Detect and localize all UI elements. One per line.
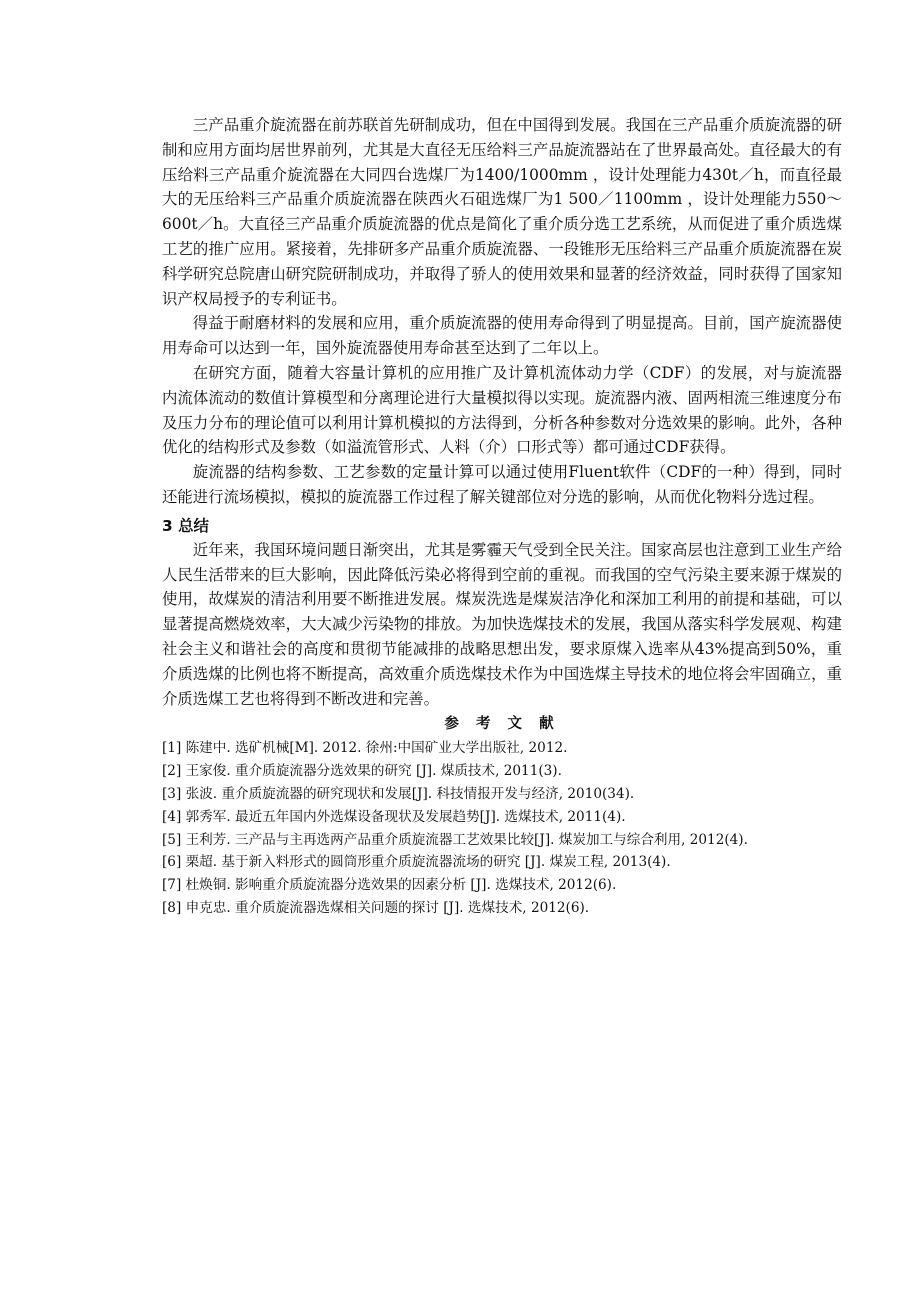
reference-item-6: [6] 栗超. 基于新入料形式的圆筒形重介质旋流器流场的研究 [J]. 煤炭工程, 2013(4). <box>162 854 671 871</box>
reference-item-8: [8] 申克忠. 重介质旋流器选煤相关问题的探讨 [J]. 选煤技术, 2012(6). <box>162 899 590 916</box>
body-paragraph-1: 三产品重介旋流器在前苏联首先研制成功，但在中国得到发展。我国在三产品重介质旋流器的研制和应用方面均居世界前列，尤其是大直径无压给料三产品旋流器站在了世界最高处。直径最大的有压给料三产品重介旋流器在大同四台选煤厂为1400/1000mm ，设计处理能力430t／h，而直径最大的无压给料三产品重介质旋流器在陕西火石砠选煤厂为1 500／1100mm ，设计处理能力550～600t／h。大直径三产品重介质旋流器的优点是简化了重介质分选工艺系统，从而促进了重介质选煤工艺的推广应用。紧接着，先排研多产品重介质旋流器、一段锥形无压给料三产品重介质旋流器在炭科学研究总院唐山研究院研制成功，并取得了骄人的使用效果和显著的经济效益，同时获得了国家知识产权局授予的专利证书。 <box>162 116 842 308</box>
body-paragraph-2: 得益于耐磨材料的发展和应用，重介质旋流器的使用寿命得到了明显提高。目前，国产旋流器使用寿命可以达到一年，国外旋流器使用寿命甚至达到了二年以上。 <box>162 314 842 358</box>
references-list <box>162 737 842 919</box>
body-paragraph-4: 旋流器的结构参数、工艺参数的定量计算可以通过使用Fluent软件（CDF的一种）得到，同时还能进行流场模拟，模拟的旋流器工作过程了解关键部位对分选的影响，从而优化物料分选过程。 <box>162 463 842 506</box>
section-heading-summary: 3 总结 <box>162 516 209 535</box>
reference-item-5: [5] 王利芳. 三产品与主再选两产品重介质旋流器工艺效果比较[J]. 煤炭加工与综合利用, 2012(4). <box>162 831 748 848</box>
page-content <box>162 113 842 920</box>
reference-item-2: [2] 王家俊. 重介质旋流器分选效果的研究 [J]. 煤质技术, 2011(3). <box>162 763 562 780</box>
summary-paragraph: 近年来，我国环境问题日渐突出，尤其是雾霾天气受到全民关注。国家高层也注意到工业生产给人民生活带来的巨大影响，因此降低污染必将得到空前的重视。而我国的空气污染主要来源于煤炭的使用，故煤炭的清洁利用要不断推进发展。煤炭洗选是煤炭洁净化和深加工利用的前提和基础，可以显著提高燃烧效率，大大减少污染物的排放。为加快选煤技术的发展，我国从落实科学发展观、构建社会主义和谐社会的高度和贯彻节能减排的战略思想出发，要求原煤入选率从43%提高到50%，重介质选煤的比例也将不断提高，高效重介质选煤技术作为中国选煤主导技术的地位将会牢固确立，重介质选煤工艺也将得到不断改进和完善。 <box>162 540 842 708</box>
reference-item-1: [1] 陈建中. 选矿机械[M]. 2012. 徐州:中国矿业大学出版社, 2012. <box>162 740 568 757</box>
body-paragraph-3: 在研究方面，随着大容量计算机的应用推广及计算机流体动力学（CDF）的发展，对与旋流器内流体流动的数值计算模型和分离理论进行大量模拟得以实现。旋流器内液、固两相流三维速度分布及压力分布的理论值可以利用计算机模拟的方法得到，分析各种参数对分选效果的影响。此外，各种优化的结构形式及参数（如溢流管形式、人料（介）口形式等）都可通过CDF获得。 <box>162 363 842 457</box>
reference-item-4: [4] 郭秀军. 最近五年国内外选煤设备现状及发展趋势[J]. 选煤技术, 2011(4). <box>162 808 626 825</box>
reference-item-3: [3] 张波. 重介质旋流器的研究现状和发展[J]. 科技情报开发与经济, 2010(34). <box>162 785 635 802</box>
reference-item-7: [7] 杜焕铜. 影响重介质旋流器分选效果的因素分析 [J]. 选煤技术, 2012(6). <box>162 877 617 894</box>
references-heading: 参 考 文 献 <box>444 715 560 733</box>
